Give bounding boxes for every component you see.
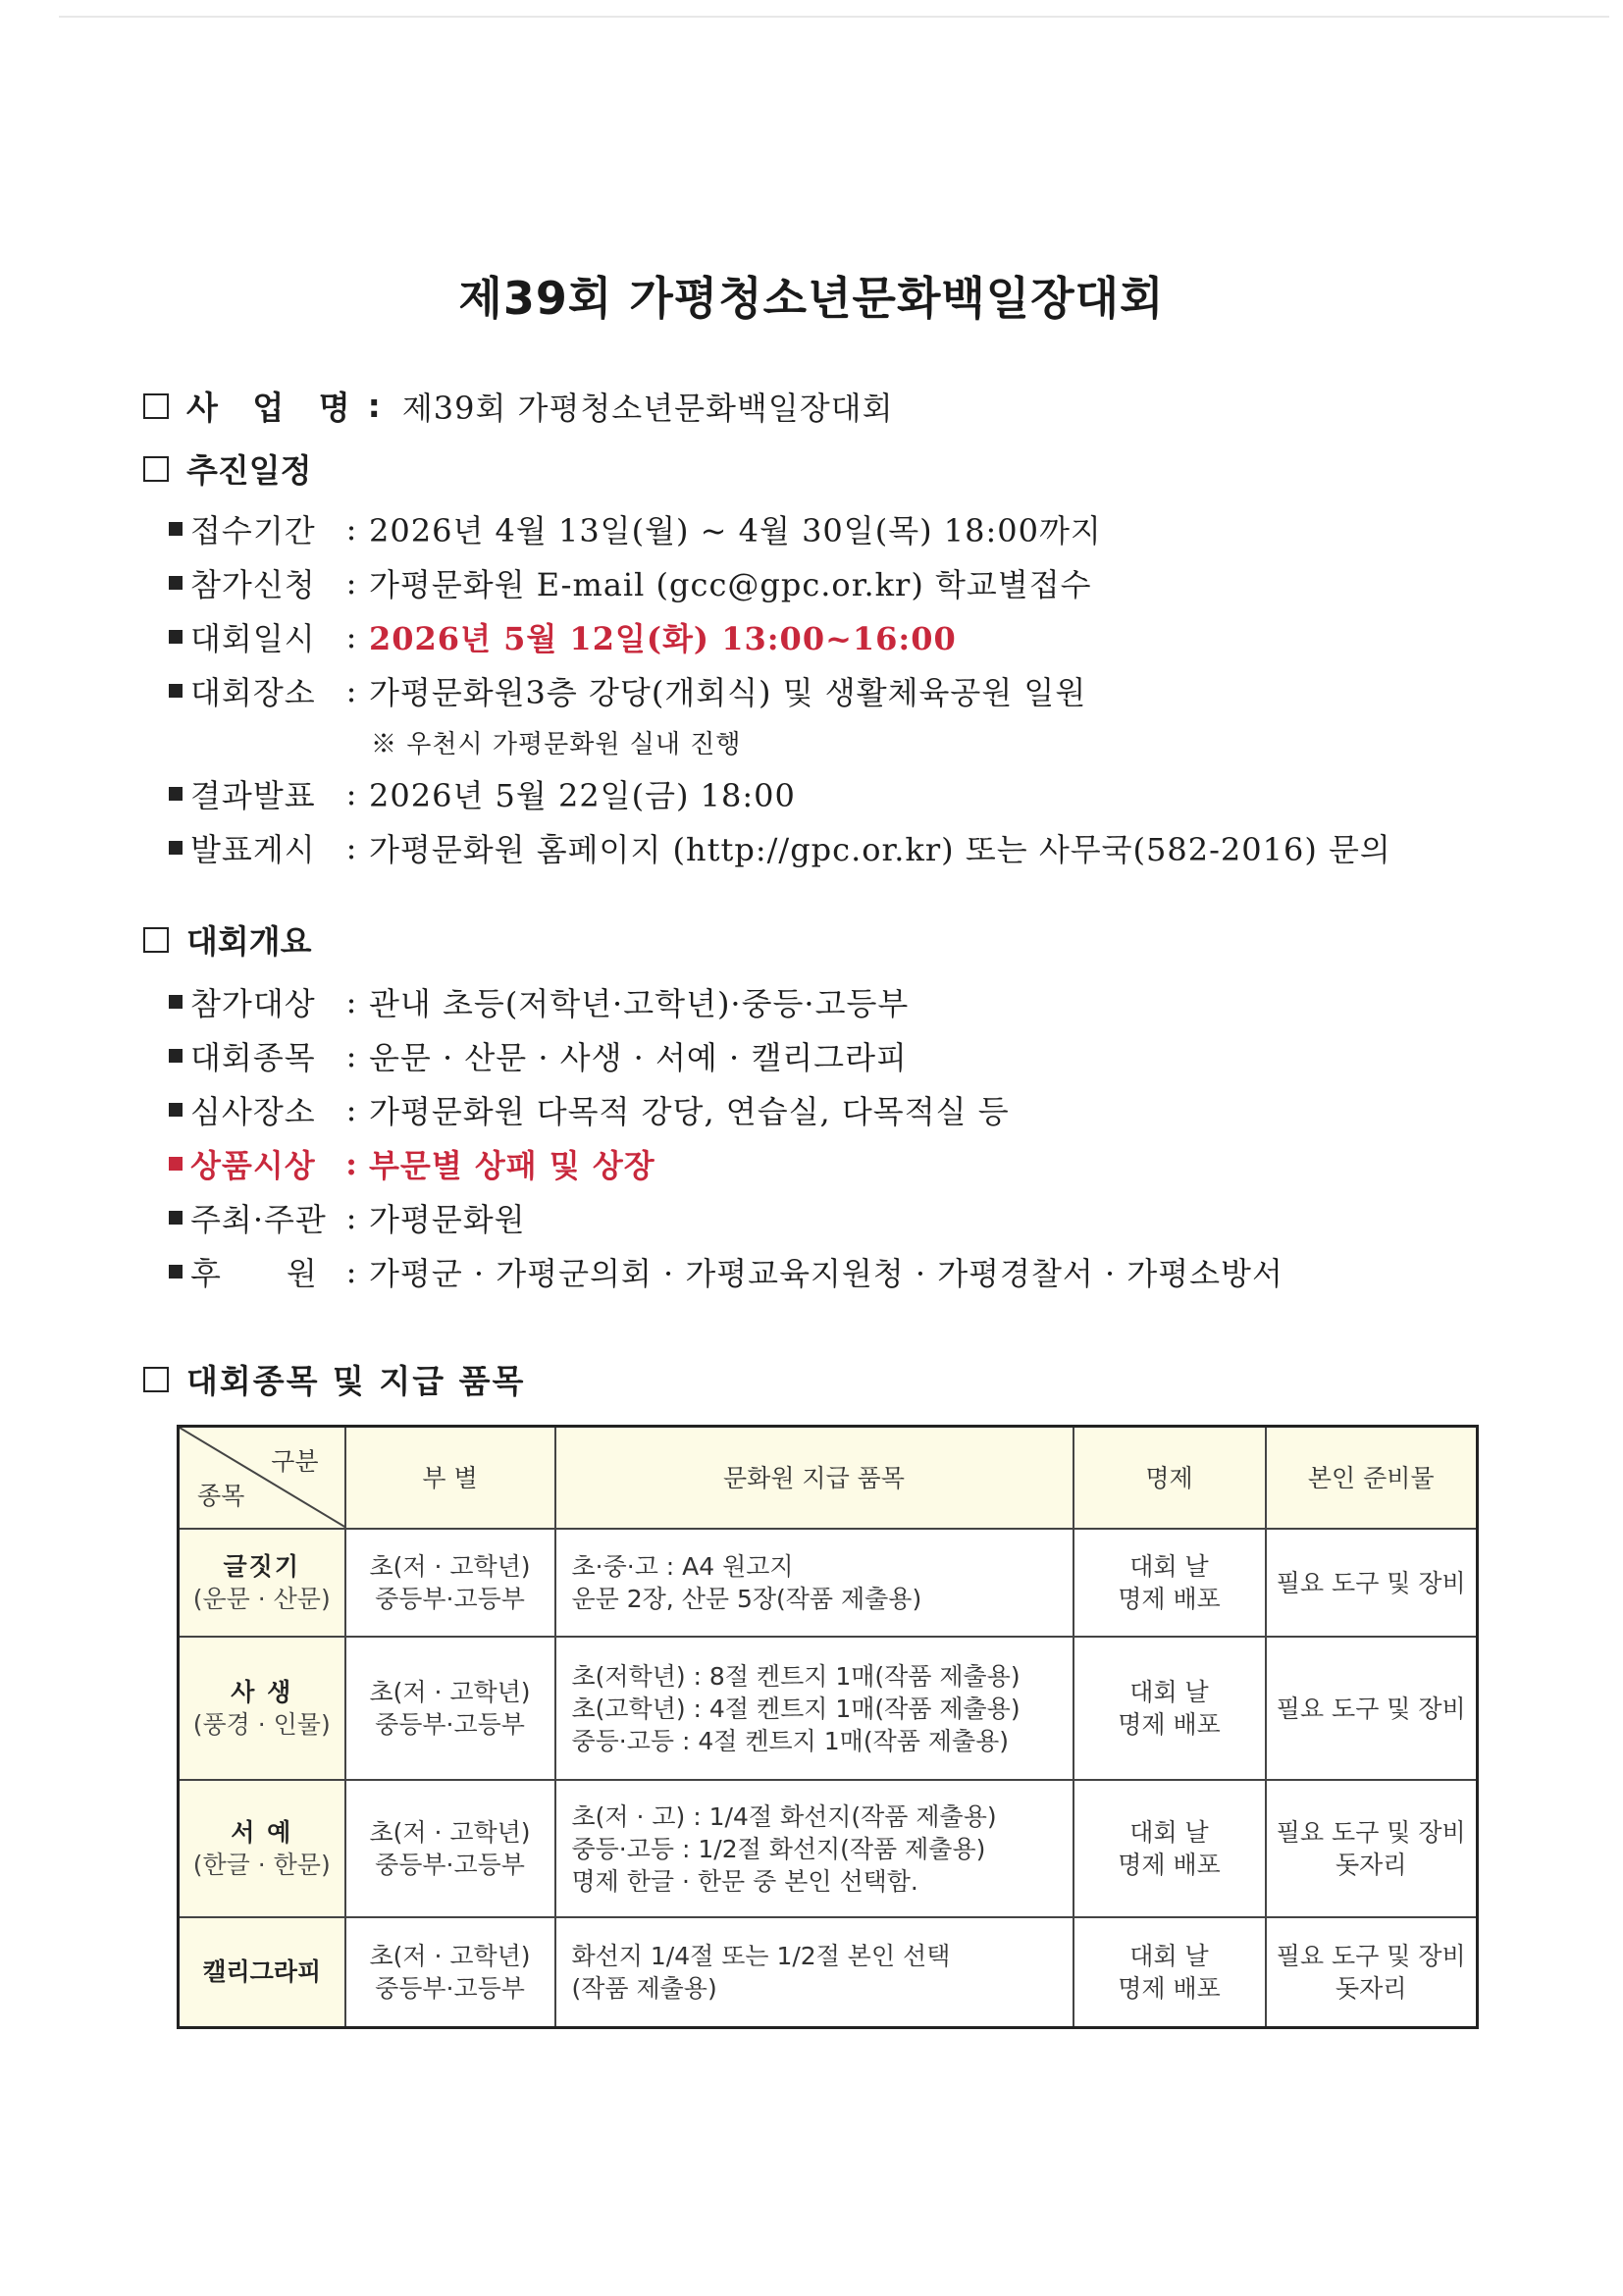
schedule-row xyxy=(169,506,1102,551)
row-value: 가평문화원 E-mail (gcc@gpc.or.kr) 학교별접수 xyxy=(369,566,1092,603)
items-cell xyxy=(555,1917,1073,2027)
prep-cell xyxy=(1266,1529,1478,1637)
overview-row xyxy=(169,1249,1283,1294)
colon: : xyxy=(345,510,357,548)
division-cell xyxy=(345,1917,555,2027)
items-cell xyxy=(555,1780,1073,1917)
nametag-cell xyxy=(1073,1917,1266,2027)
division-cell xyxy=(345,1637,555,1780)
schedule-row xyxy=(169,825,1391,870)
colon: : xyxy=(345,618,357,655)
nametag-cell xyxy=(1073,1637,1266,1780)
square-bullet-icon xyxy=(169,684,183,698)
top-rule xyxy=(59,16,1609,18)
table-header-row xyxy=(179,1427,1478,1530)
event-cell xyxy=(179,1917,345,2027)
item-line: 화선지 1/4절 또는 1/2절 본인 선택 xyxy=(571,1941,951,1970)
colon: : xyxy=(345,829,357,866)
prep-line: 돗자리 xyxy=(1335,1851,1407,1879)
section-label: 사 업 명 xyxy=(186,389,362,427)
event-sub: (한글 · 한문) xyxy=(192,1851,331,1879)
square-bullet-icon xyxy=(169,1049,183,1063)
division-line: 초(저 · 고학년) xyxy=(369,1818,531,1847)
prep-cell xyxy=(1266,1637,1478,1780)
header-corner-bottom: 종목 xyxy=(197,1482,245,1510)
square-bullet-icon xyxy=(169,1103,183,1117)
header-corner-cell xyxy=(179,1427,345,1530)
division-cell xyxy=(345,1529,555,1637)
event-cell xyxy=(179,1780,345,1917)
colon: : xyxy=(345,564,357,601)
square-bullet-icon xyxy=(169,576,183,590)
row-label: 참가신청 xyxy=(190,566,316,603)
row-label: 주최·주관 xyxy=(190,1201,327,1238)
event-name: 서 예 xyxy=(231,1818,293,1847)
square-bullet-icon xyxy=(169,1157,183,1171)
square-bullet-icon xyxy=(169,522,183,536)
section-label: 추진일정 xyxy=(186,451,312,490)
nametag-line: 대회 날 xyxy=(1129,1941,1209,1970)
checkbox-square-icon xyxy=(143,393,169,419)
page-title: 제39회 가평청소년문화백일장대회 xyxy=(458,272,1165,325)
prep-line: 필요 도구 및 장비 xyxy=(1276,1568,1466,1597)
header-nametag xyxy=(1073,1427,1266,1530)
division-cell xyxy=(345,1780,555,1917)
table-row xyxy=(179,1529,1478,1637)
row-value: 운문 · 산문 · 사생 · 서예 · 캘리그라피 xyxy=(369,1039,908,1076)
event-cell xyxy=(179,1637,345,1780)
colon: : xyxy=(345,1199,357,1236)
items-cell xyxy=(555,1637,1073,1780)
checkbox-square-icon xyxy=(143,1367,169,1392)
overview-row xyxy=(169,1195,526,1240)
event-name: 글짓기 xyxy=(223,1552,300,1581)
item-line: 운문 2장, 산문 5장(작품 제출용) xyxy=(571,1585,922,1613)
row-label: 참가대상 xyxy=(190,985,316,1022)
header-prep-label: 본인 준비물 xyxy=(1307,1463,1435,1492)
row-value: 가평문화원 xyxy=(369,1201,526,1238)
square-bullet-icon xyxy=(169,787,183,801)
row-label: 접수기간 xyxy=(190,512,316,549)
prep-line: 필요 도구 및 장비 xyxy=(1276,1941,1466,1970)
checkbox-square-icon xyxy=(143,456,169,482)
nametag-line: 대회 날 xyxy=(1129,1552,1209,1581)
prep-cell xyxy=(1266,1917,1478,2027)
schedule-row xyxy=(169,771,796,816)
rain-note: ※ 우천시 가평문화원 실내 진행 xyxy=(371,730,742,759)
section-business-name xyxy=(143,383,894,429)
checkbox-square-icon xyxy=(143,927,169,953)
division-line: 초(저 · 고학년) xyxy=(369,1552,531,1581)
colon: : xyxy=(345,983,357,1020)
section-label: 대회종목 및 지급 품목 xyxy=(186,1362,526,1400)
colon: : xyxy=(345,1091,357,1128)
row-value: 2026년 5월 22일(금) 18:00 xyxy=(369,777,796,814)
event-sub: (운문 · 산문) xyxy=(192,1585,331,1613)
square-bullet-icon xyxy=(169,841,183,855)
row-value: 2026년 4월 13일(월) ~ 4월 30일(목) 18:00까지 xyxy=(369,512,1102,549)
prep-line: 필요 도구 및 장비 xyxy=(1276,1818,1466,1847)
colon: : xyxy=(345,775,357,812)
event-name: 캘리그라피 xyxy=(202,1957,322,1987)
table-row xyxy=(179,1637,1478,1780)
prep-cell xyxy=(1266,1780,1478,1917)
item-line: 초(저 · 고) : 1/4절 화선지(작품 제출용) xyxy=(571,1801,997,1831)
row-label: 상품시상 xyxy=(190,1147,316,1184)
event-cell xyxy=(179,1529,345,1637)
colon: : xyxy=(345,1253,357,1290)
row-label: 후 원 xyxy=(190,1255,318,1292)
nametag-line: 대회 날 xyxy=(1129,1818,1209,1847)
row-value: 가평군 · 가평군의회 · 가평교육지원청 · 가평경찰서 · 가평소방서 xyxy=(369,1255,1283,1292)
row-label: 심사장소 xyxy=(190,1093,316,1130)
prep-line: 돗자리 xyxy=(1335,1973,1407,2003)
division-line: 초(저 · 고학년) xyxy=(369,1678,531,1706)
nametag-line: 명제 배포 xyxy=(1118,1973,1221,2003)
diagonal-line xyxy=(180,1428,346,1528)
nametag-cell xyxy=(1073,1780,1266,1917)
header-corner-top: 구분 xyxy=(271,1447,319,1476)
overview-row xyxy=(169,979,909,1024)
row-value: 가평문화원 다목적 강당, 연습실, 다목적실 등 xyxy=(369,1093,1010,1130)
section-table-heading xyxy=(143,1356,525,1402)
item-line: 명제 한글 · 한문 중 본인 선택함. xyxy=(571,1866,918,1896)
square-bullet-icon xyxy=(169,1211,183,1225)
header-division xyxy=(345,1427,555,1530)
item-line: 초(고학년) : 4절 켄트지 1매(작품 제출용) xyxy=(571,1694,1021,1723)
nametag-cell xyxy=(1073,1529,1266,1637)
prep-line: 필요 도구 및 장비 xyxy=(1276,1694,1466,1723)
header-prep xyxy=(1266,1427,1478,1530)
section-overview-heading xyxy=(143,916,312,963)
division-line: 중등부·고등부 xyxy=(375,1973,525,2003)
header-items-label: 문화원 지급 품목 xyxy=(723,1463,905,1492)
row-value: 가평문화원3층 강당(개회식) 및 생활체육공원 일원 xyxy=(369,674,1087,711)
header-nametag-label: 명제 xyxy=(1145,1463,1193,1492)
row-value-highlight: 2026년 5월 12일(화) 13:00~16:00 xyxy=(369,620,957,657)
overview-row-highlight xyxy=(169,1141,655,1186)
schedule-row xyxy=(169,560,1092,605)
square-bullet-icon xyxy=(169,630,183,644)
overview-row xyxy=(169,1033,908,1078)
schedule-row xyxy=(169,668,1086,713)
section-schedule-heading xyxy=(143,445,312,492)
table-row xyxy=(179,1917,1478,2027)
item-line: (작품 제출용) xyxy=(571,1973,717,2003)
item-line: 초(저학년) : 8절 켄트지 1매(작품 제출용) xyxy=(571,1661,1021,1691)
header-division-label: 부 별 xyxy=(422,1463,478,1492)
square-bullet-icon xyxy=(169,1265,183,1278)
row-label: 대회종목 xyxy=(190,1039,316,1076)
overview-row xyxy=(169,1087,1010,1132)
item-line: 초·중·고 : A4 원고지 xyxy=(571,1552,794,1581)
division-line: 중등부·고등부 xyxy=(375,1585,525,1613)
event-sub: (풍경 · 인물) xyxy=(192,1710,331,1739)
square-bullet-icon xyxy=(169,995,183,1009)
division-line: 중등부·고등부 xyxy=(375,1710,525,1739)
table-row xyxy=(179,1780,1478,1917)
header-items xyxy=(555,1427,1073,1530)
row-label: 발표게시 xyxy=(190,831,316,868)
row-label: 대회장소 xyxy=(190,674,316,711)
nametag-line: 명제 배포 xyxy=(1118,1851,1221,1879)
item-line: 중등·고등 : 1/2절 화선지(작품 제출용) xyxy=(571,1834,986,1863)
section-value: 제39회 가평청소년문화백일장대회 xyxy=(401,389,894,427)
division-line: 초(저 · 고학년) xyxy=(369,1941,531,1970)
events-table xyxy=(177,1425,1479,2029)
colon: : xyxy=(345,1037,357,1074)
colon: : xyxy=(367,387,381,425)
row-value: 가평문화원 홈페이지 (http://gpc.or.kr) 또는 사무국(582-2016) 문의 xyxy=(369,831,1391,868)
nametag-line: 명제 배포 xyxy=(1118,1585,1221,1613)
colon: : xyxy=(345,1145,357,1182)
colon: : xyxy=(345,672,357,709)
row-label: 대회일시 xyxy=(190,620,316,657)
event-name: 사 생 xyxy=(231,1678,293,1706)
items-cell xyxy=(555,1529,1073,1637)
nametag-line: 대회 날 xyxy=(1129,1678,1209,1706)
section-label: 대회개요 xyxy=(186,922,312,961)
item-line: 중등·고등 : 4절 켄트지 1매(작품 제출용) xyxy=(571,1726,1010,1755)
row-value: 부문별 상패 및 상장 xyxy=(369,1147,655,1184)
schedule-row xyxy=(169,614,957,659)
nametag-line: 명제 배포 xyxy=(1118,1710,1221,1739)
row-value: 관내 초등(저학년·고학년)·중등·고등부 xyxy=(369,985,910,1022)
division-line: 중등부·고등부 xyxy=(375,1851,525,1879)
row-label: 결과발표 xyxy=(190,777,316,814)
